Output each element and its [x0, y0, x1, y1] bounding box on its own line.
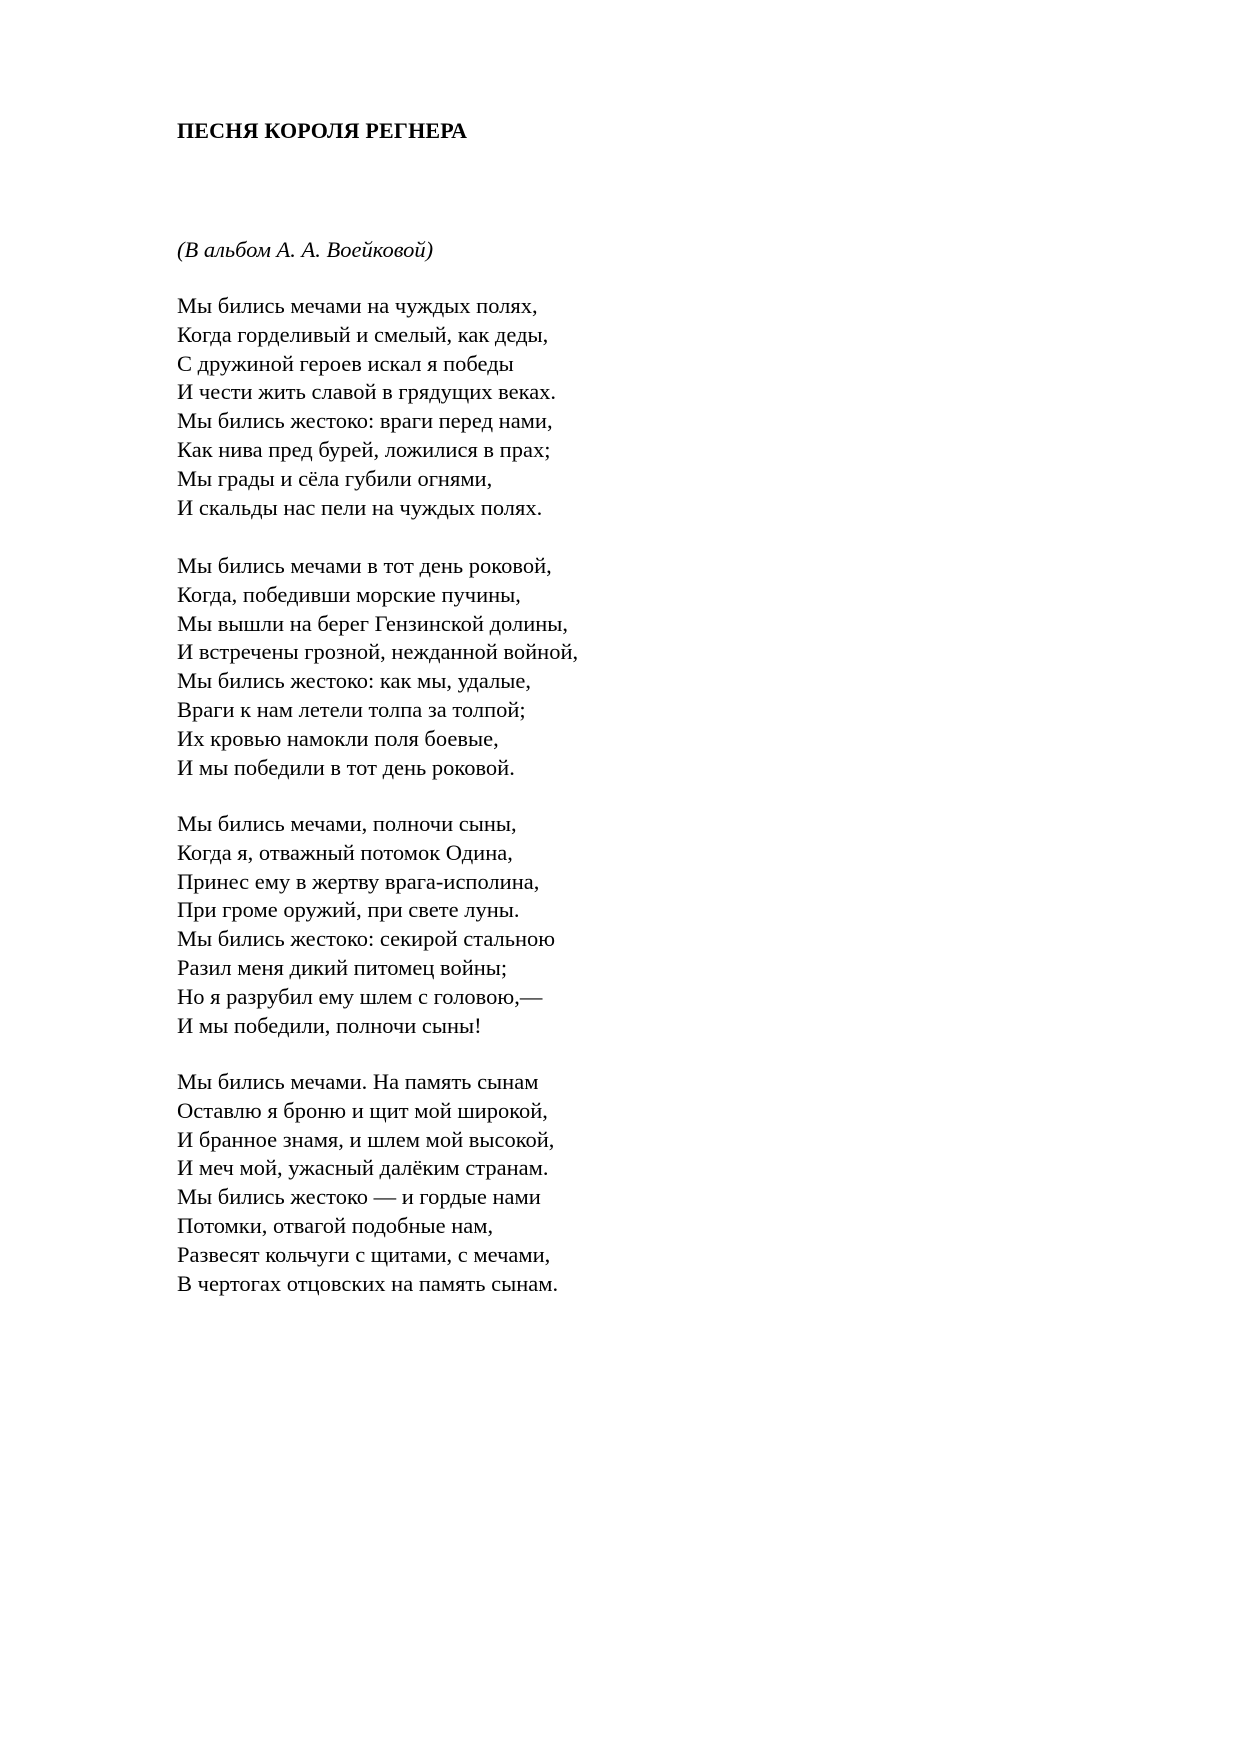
poem-line: Мы бились мечами в тот день роковой,	[177, 553, 552, 578]
poem-line: Мы бились жестоко — и гордые нами	[177, 1184, 541, 1210]
poem-line: Мы грады и сёла губили огнями,	[177, 465, 493, 491]
poem-line: В чертогах отцовских на память сынам.	[177, 1270, 559, 1296]
poem-line: Их кровью намокли поля боевые,	[177, 725, 499, 751]
poem-line: Враги к нам летели толпа за толпой;	[177, 696, 526, 722]
poem-line: Развесят кольчуги с щитами, с мечами,	[177, 1241, 551, 1267]
poem-line: Оставлю я броню и щит мой широкой,	[177, 1097, 548, 1123]
poem-line: И скальды нас пели на чуждых полях.	[177, 494, 543, 520]
poem-line: И чести жить славой в грядущих веках.	[177, 379, 557, 405]
poem-line: И бранное знамя, и шлем мой высокой,	[177, 1126, 555, 1152]
poem-line: Принес ему в жертву врага-исполина,	[177, 868, 540, 894]
poem-line: Когда я, отважный потомок Одина,	[177, 839, 513, 865]
poem-line: Но я разрубил ему шлем с головою,—	[177, 983, 543, 1009]
poem-line: Мы бились жестоко: враги перед нами,	[177, 408, 553, 434]
stanza-2	[177, 552, 578, 782]
poem-line: При громе оружий, при свете луны.	[177, 897, 520, 923]
poem-line: С дружиной героев искал я победы	[177, 350, 514, 376]
poem-line: И меч мой, ужасный далёким странам.	[177, 1155, 549, 1181]
poem-line: Мы бились мечами. На память сынам	[177, 1069, 539, 1094]
poem-line: Мы вышли на берег Гензинской долины,	[177, 610, 569, 636]
poem-line: И мы победили в тот день роковой.	[177, 754, 515, 780]
poem-line: И встречены грозной, нежданной войной,	[177, 639, 579, 665]
poem-line: И мы победили, полночи сыны!	[177, 1012, 482, 1038]
poem-dedication: (В альбом А. А. Воейковой)	[177, 237, 434, 262]
poem-title: ПЕСНЯ КОРОЛЯ РЕГНЕРА	[177, 118, 468, 143]
poem-line: Разил меня дикий питомец войны;	[177, 954, 508, 980]
poem-line: Когда горделивый и смелый, как деды,	[177, 321, 549, 347]
poem-line: Мы бились мечами на чуждых полях,	[177, 293, 538, 318]
stanza-3	[177, 810, 555, 1040]
poem-line: Когда, победивши морские пучины,	[177, 581, 521, 607]
poem-line: Мы бились мечами, полночи сыны,	[177, 811, 517, 836]
poem-line: Как нива пред бурей, ложилися в прах;	[177, 436, 551, 462]
poem-line: Мы бились жестоко: секирой стальною	[177, 926, 556, 952]
stanza-1	[177, 292, 556, 522]
poem-line: Потомки, отвагой подобные нам,	[177, 1212, 494, 1238]
poem-line: Мы бились жестоко: как мы, удалые,	[177, 668, 532, 694]
stanza-4	[177, 1068, 558, 1298]
